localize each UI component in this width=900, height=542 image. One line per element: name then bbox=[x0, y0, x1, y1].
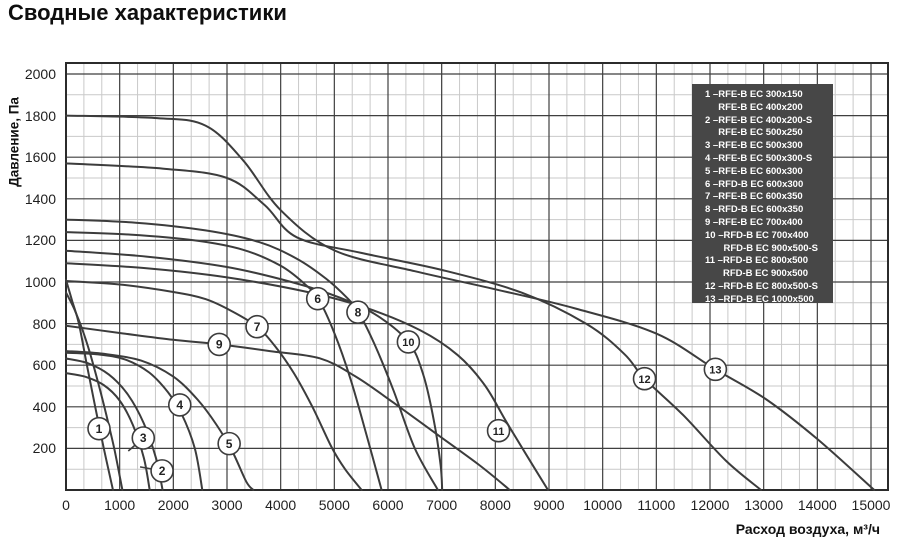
curve-badge-label-9: 9 bbox=[215, 337, 223, 352]
x-tick-15000: 15000 bbox=[851, 497, 891, 513]
legend-item-model: RFE-B EC 300x150 bbox=[718, 89, 803, 100]
x-tick-0: 0 bbox=[62, 497, 70, 513]
legend-item-5 bbox=[705, 166, 833, 179]
curve-badge-label-11: 11 bbox=[492, 425, 505, 438]
curve-1b bbox=[66, 292, 122, 490]
legend-item-number: 9 – bbox=[705, 216, 719, 228]
curve-8 bbox=[66, 220, 438, 490]
legend-item-number: 11 – bbox=[705, 255, 723, 267]
curve-badge-label-5: 5 bbox=[225, 436, 233, 451]
y-axis-label: Давление, Па bbox=[6, 97, 22, 187]
legend-item-model: RFE-B EC 700x400 bbox=[718, 216, 803, 228]
legend-item-model: RFD-B EC 900x500 bbox=[722, 268, 808, 280]
legend-item-7 bbox=[705, 191, 833, 204]
x-tick-9000: 9000 bbox=[533, 497, 565, 513]
legend-item-model: RFE-B EC 500x250 bbox=[718, 127, 803, 139]
legend-item-13 bbox=[705, 294, 833, 307]
curve-badge-label-8: 8 bbox=[354, 305, 362, 320]
legend-item-number: 2 – bbox=[705, 114, 719, 126]
y-tick-1000: 1000 bbox=[24, 274, 56, 290]
x-tick-7000: 7000 bbox=[426, 497, 458, 513]
x-tick-4000: 4000 bbox=[265, 497, 297, 513]
legend-item-model: RFD-B EC 600x350 bbox=[718, 204, 804, 216]
legend-item-10-alt bbox=[705, 243, 833, 256]
legend-item-model: RFE-B EC 400x200 bbox=[718, 101, 803, 113]
x-tick-13000: 13000 bbox=[744, 497, 784, 513]
legend-item-model: RFE-B EC 500x300 bbox=[718, 140, 803, 152]
legend-item-1-alt bbox=[705, 102, 833, 115]
legend-item-model: RFD-B EC 900x500-S bbox=[723, 242, 819, 254]
y-tick-1600: 1600 bbox=[24, 149, 56, 166]
legend-item-model: RFE-B EC 600x300 bbox=[718, 165, 803, 177]
legend-item-number: 6 – bbox=[705, 178, 719, 190]
x-tick-8000: 8000 bbox=[479, 497, 511, 513]
legend-item-number: 4 – bbox=[705, 152, 719, 164]
legend-item-4 bbox=[705, 153, 833, 166]
y-tick-200: 200 bbox=[32, 440, 56, 457]
curve-1a bbox=[66, 280, 113, 490]
legend-item-model: RFE-B EC 400x200-S bbox=[718, 114, 813, 126]
y-tick-1400: 1400 bbox=[24, 190, 56, 207]
page-title: Сводные характеристики bbox=[8, 0, 287, 25]
y-tick-1800: 1800 bbox=[24, 107, 56, 124]
curve-badge-label-4: 4 bbox=[176, 398, 184, 413]
legend-box bbox=[692, 84, 833, 303]
x-tick-6000: 6000 bbox=[372, 497, 404, 513]
x-tick-14000: 14000 bbox=[797, 497, 837, 513]
legend-item-model: RFD-B EC 600x300 bbox=[718, 178, 804, 190]
legend-item-3 bbox=[705, 140, 833, 153]
curve-9 bbox=[66, 326, 510, 490]
y-tick-600: 600 bbox=[32, 357, 56, 374]
legend-item-8 bbox=[705, 204, 833, 217]
x-tick-12000: 12000 bbox=[690, 497, 730, 513]
y-tick-1200: 1200 bbox=[24, 232, 56, 249]
legend-item-9 bbox=[705, 217, 833, 230]
legend-item-number: 1 – bbox=[705, 89, 719, 100]
x-axis-label: Расход воздуха, м³/ч bbox=[735, 521, 880, 537]
legend-item-12 bbox=[705, 281, 833, 294]
legend-item-number: 12 – bbox=[705, 280, 724, 292]
y-tick-800: 800 bbox=[32, 315, 56, 332]
legend-item-11-alt bbox=[705, 268, 833, 281]
x-tick-1000: 1000 bbox=[104, 497, 136, 513]
legend-item-11 bbox=[705, 255, 833, 268]
curve-badge-label-12: 12 bbox=[638, 373, 651, 386]
curve-badge-label-3: 3 bbox=[139, 431, 147, 446]
legend-item-2 bbox=[705, 115, 833, 128]
x-tick-10000: 10000 bbox=[583, 497, 623, 513]
legend-item-model: RFD-B EC 800x500-S bbox=[723, 280, 819, 292]
legend-item-6 bbox=[705, 179, 833, 192]
legend-item-number: 8 – bbox=[705, 204, 719, 216]
curve-badge-label-2: 2 bbox=[158, 464, 166, 479]
legend-item-number: 13 – bbox=[705, 293, 724, 305]
legend-item-10 bbox=[705, 230, 833, 243]
legend-item-model: RFD-B EC 700x400 bbox=[723, 229, 809, 241]
curve-badge-label-6: 6 bbox=[314, 291, 322, 306]
y-tick-2000: 2000 bbox=[24, 66, 56, 82]
curve-badge-label-13: 13 bbox=[709, 364, 722, 377]
x-tick-2000: 2000 bbox=[157, 497, 189, 513]
curve-2 bbox=[66, 359, 163, 491]
y-tick-400: 400 bbox=[32, 398, 56, 415]
legend-item-1 bbox=[705, 89, 833, 102]
legend-item-model: RFE-B EC 600x350 bbox=[718, 191, 803, 203]
x-tick-3000: 3000 bbox=[211, 497, 243, 513]
legend-item-number: 10 – bbox=[705, 229, 724, 241]
legend-item-model: RFD-B EC 1000x500 bbox=[723, 293, 814, 305]
curve-badge-label-1: 1 bbox=[95, 421, 103, 436]
legend-item-number: 3 – bbox=[705, 140, 719, 152]
legend-item-number: 5 – bbox=[705, 165, 719, 177]
legend-item-model: RFE-B EC 500x300-S bbox=[718, 152, 813, 164]
x-tick-5000: 5000 bbox=[318, 497, 350, 513]
legend-item-model: RFD-B EC 800x500 bbox=[722, 255, 808, 267]
x-tick-11000: 11000 bbox=[637, 497, 676, 513]
curve-badge-label-7: 7 bbox=[253, 319, 261, 334]
legend-item-number: 7 – bbox=[705, 191, 719, 203]
curve-badge-label-10: 10 bbox=[402, 337, 415, 350]
legend-item-2-alt bbox=[705, 127, 833, 140]
